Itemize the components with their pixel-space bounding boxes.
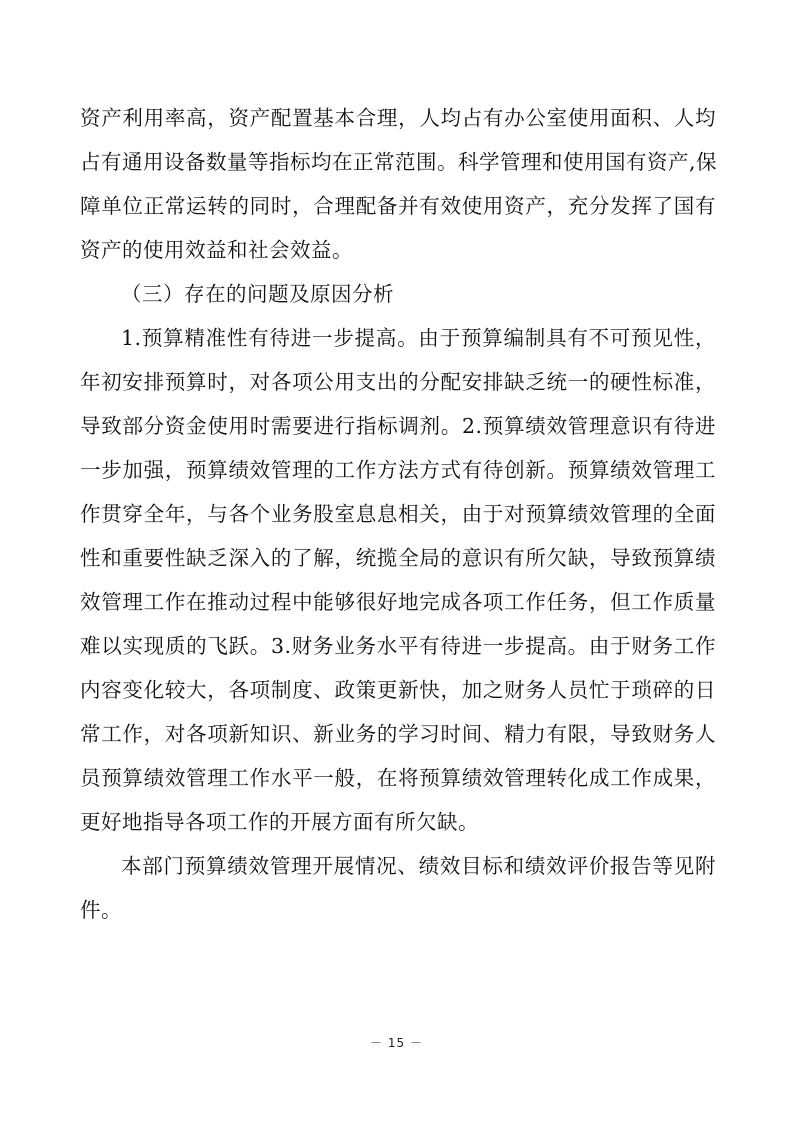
- text-line: 资产利用率高，资产配置基本合理，人均占有办公室使用面积、人均: [80, 106, 716, 130]
- text-line: 更好地指导各项工作的开展方面有所欠缺。: [80, 810, 479, 834]
- text-line: 本部门预算绩效管理开展情况、绩效目标和绩效评价报告等见附: [121, 854, 716, 878]
- text-line: 年初安排预算时，对各项公用支出的分配安排缺乏统一的硬性标准，: [80, 370, 716, 394]
- page-number: － 15 －: [370, 1036, 423, 1050]
- text-line: 效管理工作在推动过程中能够很好地完成各项工作任务，但工作质量: [80, 590, 716, 614]
- text-line: 难以实现质的飞跃。3.财务业务水平有待进一步提高。由于财务工作: [80, 634, 716, 658]
- text-line: 一步加强，预算绩效管理的工作方法方式有待创新。预算绩效管理工: [80, 458, 716, 482]
- document-body: [80, 96, 716, 932]
- text-line: 作贯穿全年，与各个业务股室息息相关，由于对预算绩效管理的全面: [80, 502, 716, 526]
- section-heading: [80, 272, 716, 316]
- text-line: 资产的使用效益和社会效益。: [80, 238, 353, 262]
- text-line: 员预算绩效管理工作水平一般，在将预算绩效管理转化成工作成果，: [80, 766, 716, 790]
- text-line: 性和重要性缺乏深入的了解，统揽全局的意识有所欠缺，导致预算绩: [80, 546, 716, 570]
- text-line: 占有通用设备数量等指标均在正常范围。科学管理和使用国有资产,保: [80, 150, 718, 174]
- text-line: 障单位正常运转的同时，合理配备并有效使用资产，充分发挥了国有: [80, 194, 716, 218]
- text-line: 内容变化较大，各项制度、政策更新快，加之财务人员忙于琐碎的日: [80, 678, 716, 702]
- paragraph-asset-summary: [80, 96, 716, 272]
- paragraph-problems: [80, 316, 716, 844]
- paragraph-attachment-note: [80, 844, 716, 932]
- text-line: 件。: [80, 898, 122, 922]
- text-line: 1.预算精准性有待进一步提高。由于预算编制具有不可预见性，: [121, 326, 716, 350]
- heading-text: （三）存在的问题及原因分析: [121, 282, 394, 306]
- text-line: 常工作，对各项新知识、新业务的学习时间、精力有限，导致财务人: [80, 722, 716, 746]
- text-line: 导致部分资金使用时需要进行指标调剂。2.预算绩效管理意识有待进: [80, 414, 716, 438]
